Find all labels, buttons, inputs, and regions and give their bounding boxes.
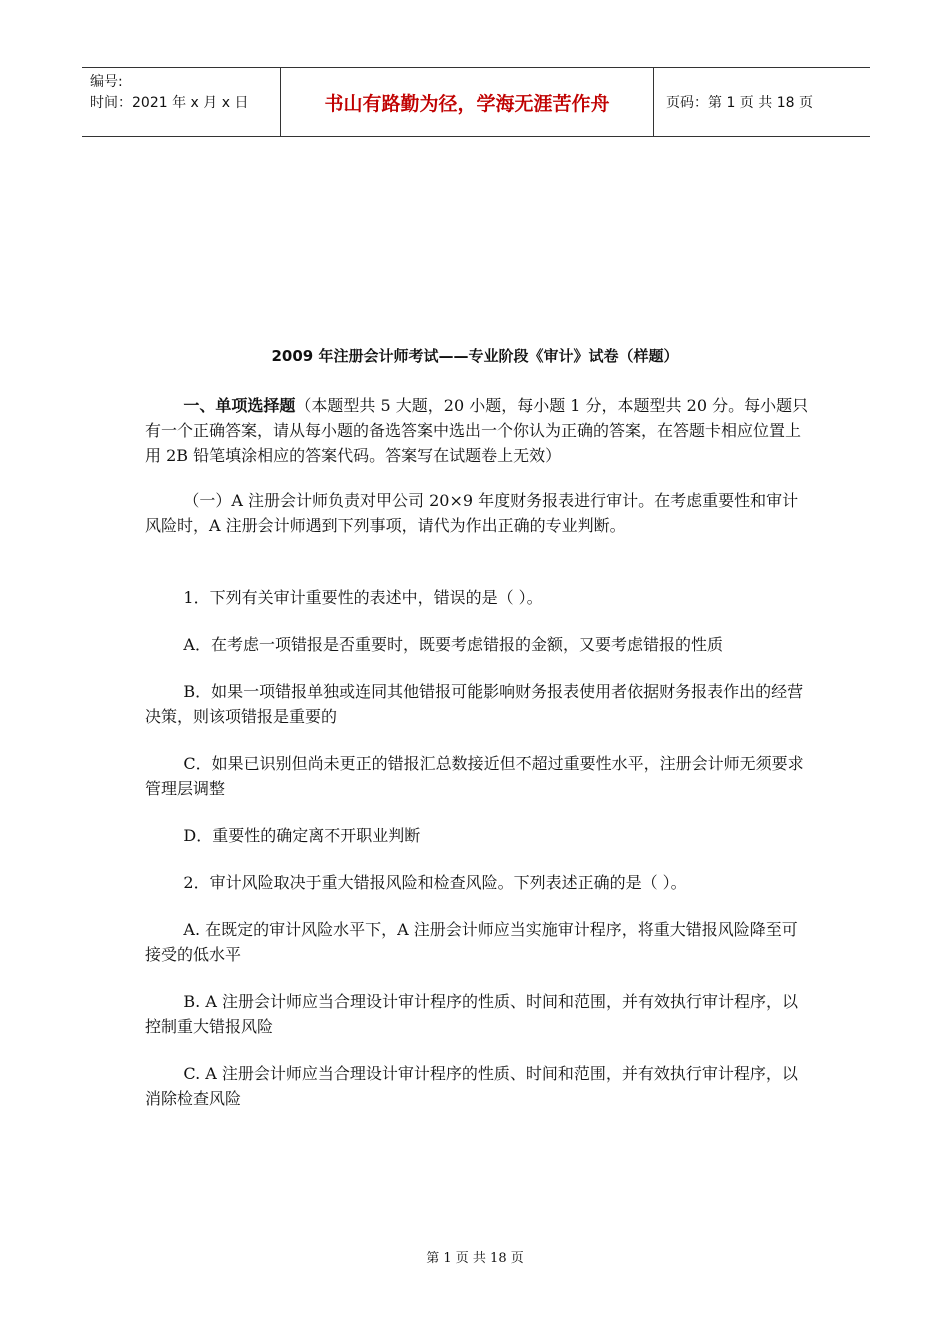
header-meta-cell <box>82 68 281 136</box>
document-body <box>145 393 810 1111</box>
q2-option-b: B. A 注册会计师应当合理设计审计程序的性质、时间和范围，并有效执行审计程序，以控制重大错报风险 <box>145 992 798 1036</box>
header-motto: 书山有路勤为径，学海无涯苦作舟 <box>281 68 654 136</box>
number-label: 编号: <box>90 74 123 90</box>
q1-option-a: A．在考虑一项错报是否重要时，既要考虑错报的金额，又要考虑错报的性质 <box>183 635 723 654</box>
document-title: 2009 年注册会计师考试——专业阶段《审计》试卷（样题） <box>271 347 679 365</box>
q1-option-c: C．如果已识别但尚未更正的错报汇总数接近但不超过重要性水平，注册会计师无须要求管理层调整 <box>145 754 804 798</box>
section1-paragraph <box>145 393 810 468</box>
q2-option-c: C. A 注册会计师应当合理设计审计程序的性质、时间和范围，并有效执行审计程序，以消除检查风险 <box>145 1064 798 1108</box>
q2-option-a: A. 在既定的审计风险水平下，A 注册会计师应当实施审计程序，将重大错报风险降至可接受的低水平 <box>145 920 798 964</box>
q1-stem: 1．下列有关审计重要性的表述中，错误的是（ ）。 <box>183 588 543 607</box>
q1-option-b: B．如果一项错报单独或连同其他错报可能影响财务报表使用者依据财务报表作出的经营决策，则该项错报是重要的 <box>145 682 804 726</box>
q1-option-d: D．重要性的确定离不开职业判断 <box>183 826 421 845</box>
section1-heading: 一、单项选择题 <box>183 396 296 415</box>
header-table <box>82 67 870 137</box>
page-footer: 第 1 页 共 18 页 <box>426 1251 524 1266</box>
case1-intro: （一）A 注册会计师负责对甲公司 20×9 年度财务报表进行审计。在考虑重要性和审计风险时，A 注册会计师遇到下列事项，请代为作出正确的专业判断。 <box>145 491 799 535</box>
header-page-info: 页码：第 1 页 共 18 页 <box>666 95 813 111</box>
section1-description: （本题型共 5 大题，20 小题，每小题 1 分，本题型共 20 分。每小题只有一个正确答案，请从每小题的备选答案中选出一个你认为正确的答案，在答题卡相应位置上用 2B 铅笔填涂相应的答案代码。答案写在试题卷上无效） <box>145 396 809 465</box>
time-label: 时间：2021 年 x 月 x 日 <box>90 95 249 111</box>
q2-stem: 2．审计风险取决于重大错报风险和检查风险。下列表述正确的是（ ）。 <box>183 873 687 892</box>
